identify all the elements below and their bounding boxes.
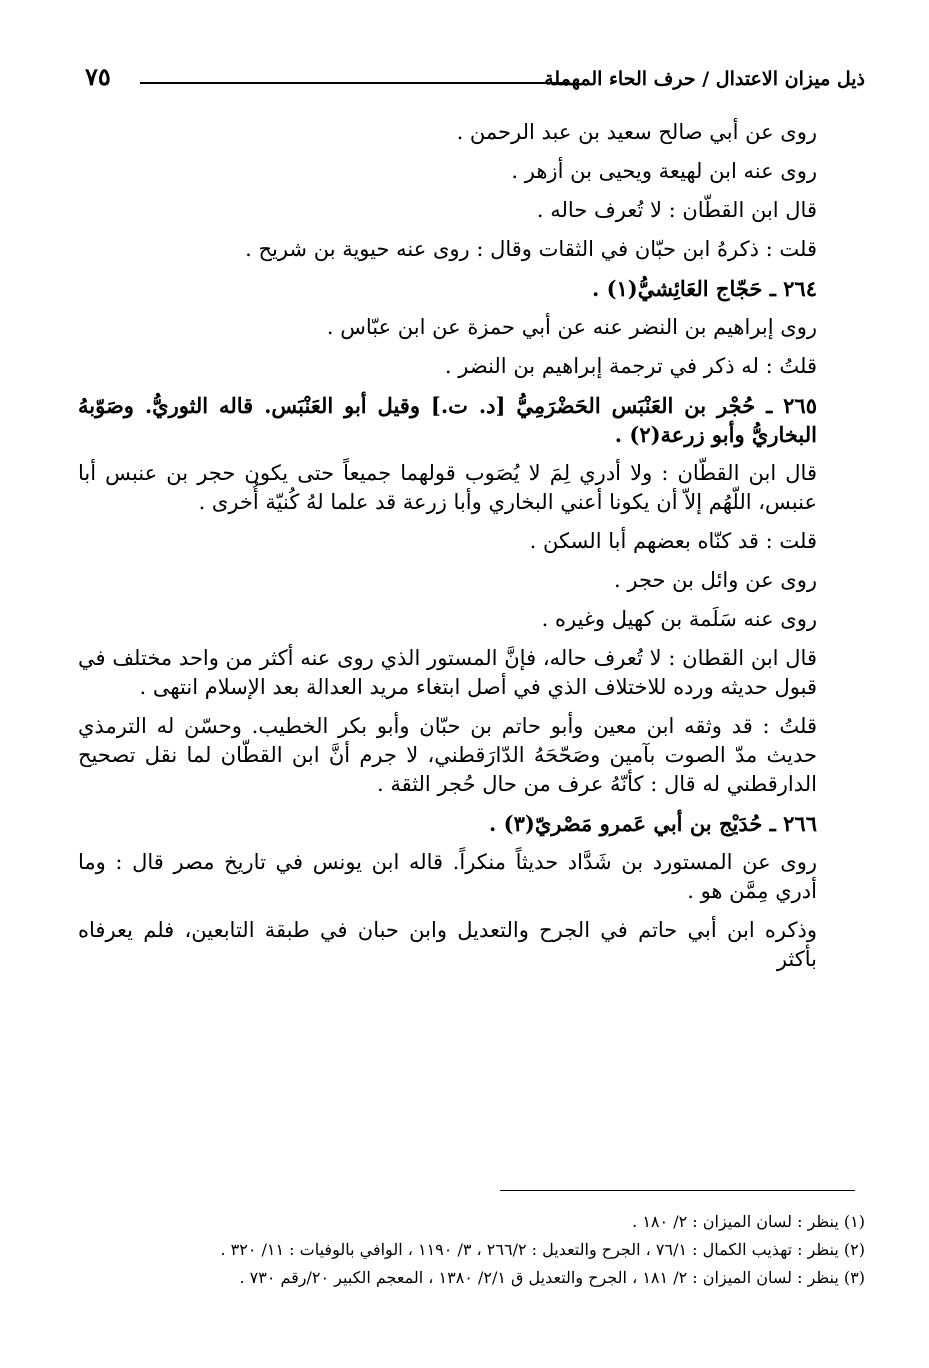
paragraph: روى عن وائل بن حجر . — [614, 568, 817, 592]
entry-heading-265: ٢٦٥ ـ حُجْر بن العَنْبَس الحَضْرَمِيُّ [د. ت.] وقيل أبو العَنْبَس. قاله الثوريُّ. وصَوّبهُ البخاريُّ وأبو زرعة(٢) . — [78, 393, 817, 447]
entry-heading-264: ٢٦٤ ـ حَجّاج العَائِشيُّ(١) . — [591, 276, 817, 301]
paragraph: روى عنه سَلَمة بن كهيل وغيره . — [541, 607, 817, 631]
paragraph: قلتُ : قد وثقه ابن معين وأبو حاتم بن حبّان وأبو بكر الخطيب. وحسّن له الترمذي حديث مدّ الصوت بآمين وصَحّحَهُ الدّارَقطني، لا جرم أنَّ ابن القطّان لما نقل تصحيح الدارقطني له قال : كأنّهُ عرف من حال حُجر الثقة . — [78, 714, 817, 796]
paragraph: قلت : قد كنّاه بعضهم أبا السكن . — [529, 529, 817, 553]
footnote-2: (٢) ينظر : تهذيب الكمال : ٧٦/١ ، الجرح والتعديل : ٢٦٦/٢ ، ٣/ ١١٩٠ ، الوافي بالوفيات : ١١/ ٣٢٠ . — [220, 1240, 865, 1259]
header-rule — [140, 82, 570, 84]
entry-heading-266: ٢٦٦ ـ حُدَيْج بن أبي عَمرو مَصْريّ(٣) . — [489, 811, 817, 836]
running-header — [85, 60, 865, 100]
footnote-separator — [500, 1190, 855, 1191]
paragraph: روى عن أبي صالح سعيد بن عبد الرحمن . — [456, 120, 817, 144]
paragraph: وذكره ابن أبي حاتم في الجرح والتعديل وابن حبان في طبقة التابعين، فلم يعرفاه بأكثر — [78, 918, 817, 971]
paragraph: قلتُ : له ذكر في ترجمة إبراهيم بن النضر . — [444, 354, 817, 378]
main-text — [78, 118, 865, 984]
paragraph: قلت : ذكرهُ ابن حبّان في الثقات وقال : روى عنه حيوية بن شريح . — [245, 237, 817, 261]
footnotes — [95, 1208, 865, 1292]
paragraph: قال ابن القطان : لا تُعرف حاله، فإنَّ المستور الذي روى عنه أكثر من واحد مختلف في قبول حديثه ورده للاختلاف الذي في أصل ابتغاء مريد العدالة بعد الإسلام انتهى . — [78, 646, 817, 699]
footnote-3: (٣) ينظر : لسان الميزان : ٢/ ١٨١ ، الجرح والتعديل ق ٢/١/ ١٣٨٠ ، المعجم الكبير ٢٠/رقم ٧٣٠ . — [239, 1268, 865, 1287]
running-title: ذيل ميزان الاعتدال / حرف الحاء المهملة — [544, 68, 865, 90]
paragraph: روى إبراهيم بن النضر عنه عن أبي حمزة عن ابن عبّاس . — [326, 315, 817, 339]
paragraph: روى عن المستورد بن شَدَّاد حديثاً منكراً. قاله ابن يونس في تاريخ مصر قال : وما أدري مِمَّن هو . — [78, 850, 817, 903]
paragraph: قال ابن القطّان : لا تُعرف حاله . — [536, 198, 817, 222]
footnote-1: (١) ينظر : لسان الميزان : ٢/ ١٨٠ . — [632, 1212, 865, 1231]
page-number: ٧٥ — [85, 62, 111, 91]
paragraph: قال ابن القطّان : ولا أدري لِمَ لا يُصَوب قولهما جميعاً حتى يكون حجر بن عنبس أبا عنبس، اللّهُم إلاّ أن يكونا أعني البخاري وأبا زرعة قد علما لهُ كُنيّة أُخرى . — [78, 461, 817, 514]
paragraph: روى عنه ابن لهيعة ويحيى بن أزهر . — [511, 159, 817, 183]
